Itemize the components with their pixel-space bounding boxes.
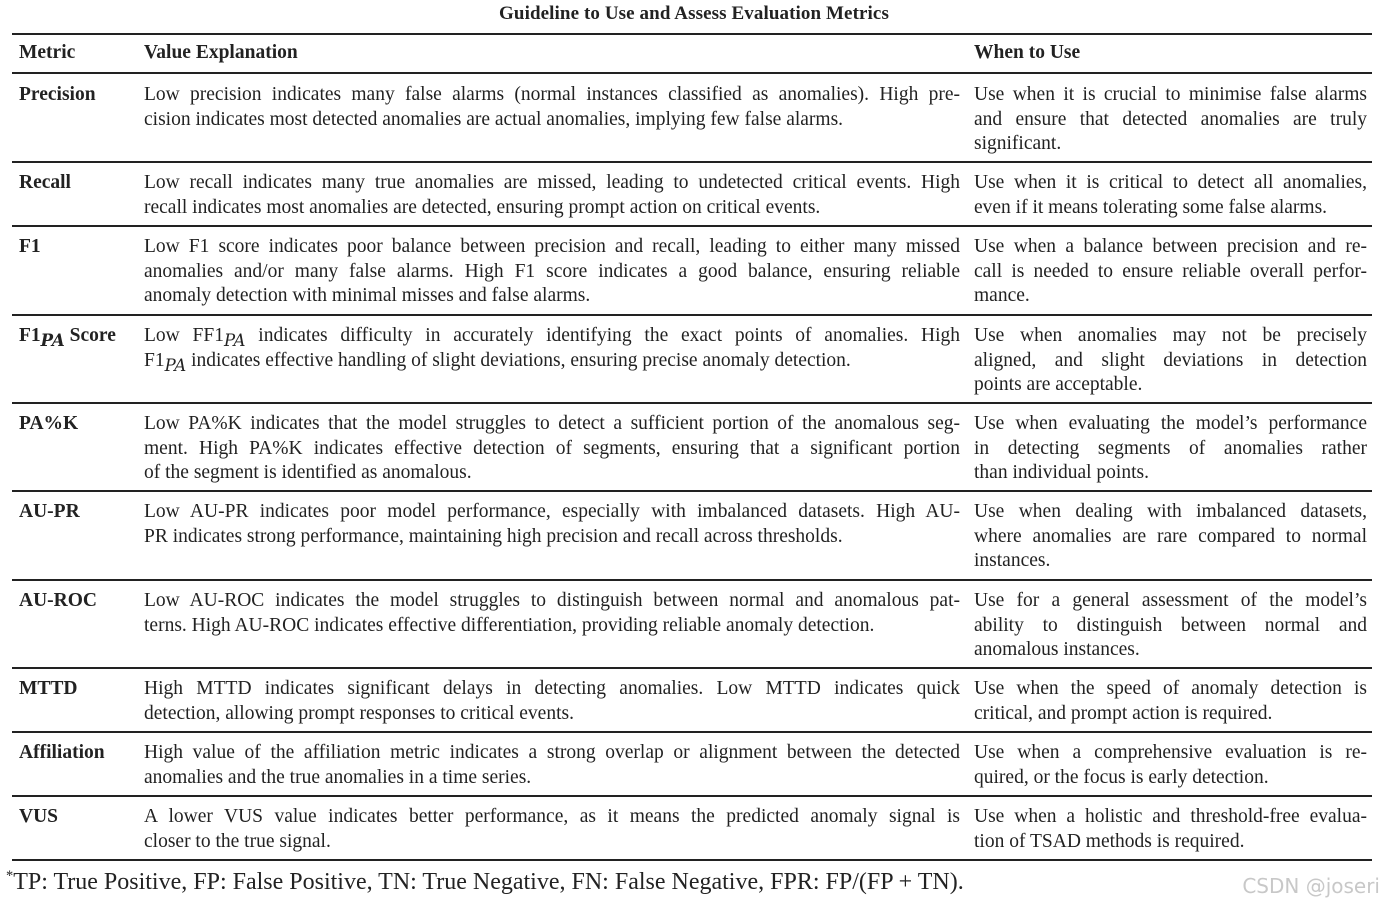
- when-to-use-line: Use when a balance between precision and re-: [974, 236, 1367, 257]
- metric-name: Affiliation: [19, 742, 105, 763]
- metric-cell: [19, 324, 137, 353]
- table-caption: Guideline to Use and Assess Evaluation Metrics: [499, 3, 889, 24]
- when-to-use-line: and ensure that detected anomalies are truly: [974, 108, 1367, 130]
- explanation-sub: PA: [223, 330, 246, 350]
- metric-cell: [19, 805, 137, 830]
- explanation-line: recall indicates most anomalies are detected, ensuring prompt action on critical events.: [144, 196, 821, 218]
- explanation-cell: [144, 324, 960, 373]
- explanation-line: detection, allowing prompt responses to critical events.: [144, 702, 574, 724]
- watermark: CSDN @joseri: [1242, 874, 1380, 898]
- explanation-cell: [144, 235, 960, 309]
- when-to-use-cell: [974, 412, 1367, 486]
- explanation-line: Low F1 score indicates poor balance between precision and recall, leading to either many missed: [144, 236, 960, 257]
- row-separator: [12, 402, 1372, 404]
- when-to-use-cell: [974, 589, 1367, 663]
- metric-cell: [19, 83, 137, 108]
- explanation-line: A lower VUS value indicates better performance, as it means the predicted anomaly signal is: [144, 806, 960, 827]
- explanation-line: Low PA%K indicates that the model struggles to detect a sufficient portion of the anomalous seg-: [144, 413, 960, 434]
- when-to-use-line: critical, and prompt action is required.: [974, 702, 1273, 724]
- explanation-line: terns. High AU-ROC indicates effective differentiation, providing reliable anomaly detection.: [144, 614, 875, 636]
- explanation-cell: [144, 805, 960, 854]
- explanation-cell: [144, 171, 960, 220]
- when-to-use-cell: [974, 171, 1367, 220]
- when-to-use-line: where anomalies are rare compared to normal: [974, 525, 1367, 547]
- explanation-pre: Low FF1: [144, 325, 224, 346]
- when-to-use-line: Use when a holistic and threshold-free evalua-: [974, 806, 1367, 827]
- metric-name: F1: [19, 236, 41, 257]
- header-when: When to Use: [974, 42, 1081, 63]
- metric-name: AU-ROC: [19, 590, 97, 611]
- explanation-line: of the segment is identified as anomalous.: [144, 462, 472, 484]
- row-separator: [12, 490, 1372, 492]
- when-to-use-line: call is needed to ensure reliable overall perfor-: [974, 260, 1367, 282]
- when-to-use-line: tion of TSAD methods is required.: [974, 830, 1245, 852]
- when-to-use-line: Use for a general assessment of the model’s: [974, 590, 1367, 611]
- when-to-use-line: Use when anomalies may not be precisely: [974, 325, 1367, 346]
- metric-cell: [19, 412, 137, 437]
- explanation-post: indicates effective handling of slight deviations, ensuring precise anomaly detection.: [186, 349, 851, 371]
- when-to-use-line: Use when it is crucial to minimise false alarms: [974, 84, 1367, 105]
- metric-name: VUS: [19, 806, 59, 827]
- metric-name: MTTD: [19, 678, 78, 699]
- metric-suffix: Score: [64, 325, 116, 346]
- explanation-cell: [144, 83, 960, 132]
- footnote: [6, 868, 964, 896]
- row-separator: [12, 731, 1372, 733]
- explanation-line: Low AU-PR indicates poor model performance, especially with imbalanced datasets. High AU-: [144, 501, 960, 522]
- metric-cell: [19, 677, 137, 702]
- metric-cell: [19, 235, 137, 260]
- when-to-use-cell: [974, 500, 1367, 574]
- explanation-line: anomalies and the true anomalies in a time series.: [144, 766, 532, 788]
- when-to-use-line: ability to distinguish between normal and: [974, 614, 1367, 636]
- when-to-use-line: significant.: [974, 133, 1062, 155]
- when-to-use-line: instances.: [974, 550, 1051, 572]
- top-rule: [12, 33, 1372, 35]
- row-separator: [12, 795, 1372, 797]
- explanation-cell: [144, 412, 960, 486]
- explanation-line: anomaly detection with minimal misses and false alarms.: [144, 285, 591, 307]
- when-to-use-line: Use when it is critical to detect all anomalies,: [974, 172, 1367, 193]
- row-separator: [12, 579, 1372, 581]
- explanation-line: Low AU-ROC indicates the model struggles to distinguish between normal and anomalous pat-: [144, 590, 960, 611]
- explanation-cell: [144, 589, 960, 638]
- when-to-use-cell: [974, 741, 1367, 790]
- explanation-line: cision indicates most detected anomalies are actual anomalies, implying few false alarms.: [144, 108, 844, 130]
- explanation-cell: [144, 741, 960, 790]
- when-to-use-line: even if it means tolerating some false alarms.: [974, 196, 1328, 218]
- metric-name: F1: [19, 325, 41, 346]
- when-to-use-cell: [974, 805, 1367, 854]
- metric-name: AU-PR: [19, 501, 80, 522]
- explanation-line: High MTTD indicates significant delays in detecting anomalies. Low MTTD indicates quick: [144, 678, 960, 699]
- metric-cell: [19, 741, 137, 766]
- row-separator: [12, 225, 1372, 227]
- metric-subscript: PA: [40, 329, 65, 350]
- metric-cell: [19, 589, 137, 614]
- explanation-cell: [144, 677, 960, 726]
- bottom-rule: [12, 859, 1372, 861]
- when-to-use-line: Use when evaluating the model’s performance: [974, 413, 1367, 434]
- explanation-line: PR indicates strong performance, maintaining high precision and recall across thresholds.: [144, 525, 843, 547]
- when-to-use-line: in detecting segments of anomalies rather: [974, 437, 1367, 459]
- explanation-line: anomalies and/or many false alarms. High F1 score indicates a good balance, ensuring reliable: [144, 260, 960, 282]
- explanation-line: closer to the true signal.: [144, 830, 331, 852]
- when-to-use-cell: [974, 83, 1367, 157]
- metric-name: Recall: [19, 172, 71, 193]
- when-to-use-cell: [974, 677, 1367, 726]
- when-to-use-line: mance.: [974, 285, 1030, 307]
- row-separator: [12, 314, 1372, 316]
- when-to-use-line: than individual points.: [974, 462, 1149, 484]
- metric-name: Precision: [19, 84, 96, 105]
- when-to-use-line: aligned, and slight deviations in detection: [974, 349, 1367, 371]
- explanation-line: High value of the affiliation metric indicates a strong overlap or alignment between the detected: [144, 742, 960, 763]
- row-separator: [12, 667, 1372, 669]
- explanation-cell: [144, 500, 960, 549]
- footnote-text: TP: True Positive, FP: False Positive, TN: True Negative, FN: False Negative, FPR: FP/(FP + TN).: [13, 869, 964, 895]
- when-to-use-line: quired, or the focus is early detection.: [974, 766, 1269, 788]
- metric-name: PA%K: [19, 413, 79, 434]
- explanation-sub: PA: [164, 355, 187, 375]
- row-separator: [12, 161, 1372, 163]
- when-to-use-cell: [974, 324, 1367, 398]
- header-rule: [12, 72, 1372, 74]
- explanation-line: Low recall indicates many true anomalies are missed, leading to undetected critical events. High: [144, 172, 960, 193]
- when-to-use-cell: [974, 235, 1367, 309]
- header-metric: Metric: [19, 42, 76, 63]
- explanation-post: indicates difficulty in accurately identifying the exact points of anomalies. High: [245, 325, 960, 346]
- when-to-use-line: Use when a comprehensive evaluation is re-: [974, 742, 1367, 763]
- when-to-use-line: anomalous instances.: [974, 639, 1140, 661]
- explanation-line: Low precision indicates many false alarms (normal instances classified as anomalies). High pre-: [144, 84, 960, 105]
- when-to-use-line: Use when the speed of anomaly detection is: [974, 678, 1367, 699]
- explanation-line: [144, 324, 960, 349]
- when-to-use-line: Use when dealing with imbalanced datasets,: [974, 501, 1367, 522]
- header-explanation: Value Explanation: [144, 42, 298, 63]
- explanation-line: [144, 349, 960, 374]
- footnote-marker: *: [6, 868, 14, 884]
- explanation-pre: F1: [144, 349, 165, 371]
- metric-cell: [19, 171, 137, 196]
- metric-cell: [19, 500, 137, 525]
- when-to-use-line: points are acceptable.: [974, 374, 1143, 396]
- explanation-line: ment. High PA%K indicates effective detection of segments, ensuring that a significant portion: [144, 437, 960, 459]
